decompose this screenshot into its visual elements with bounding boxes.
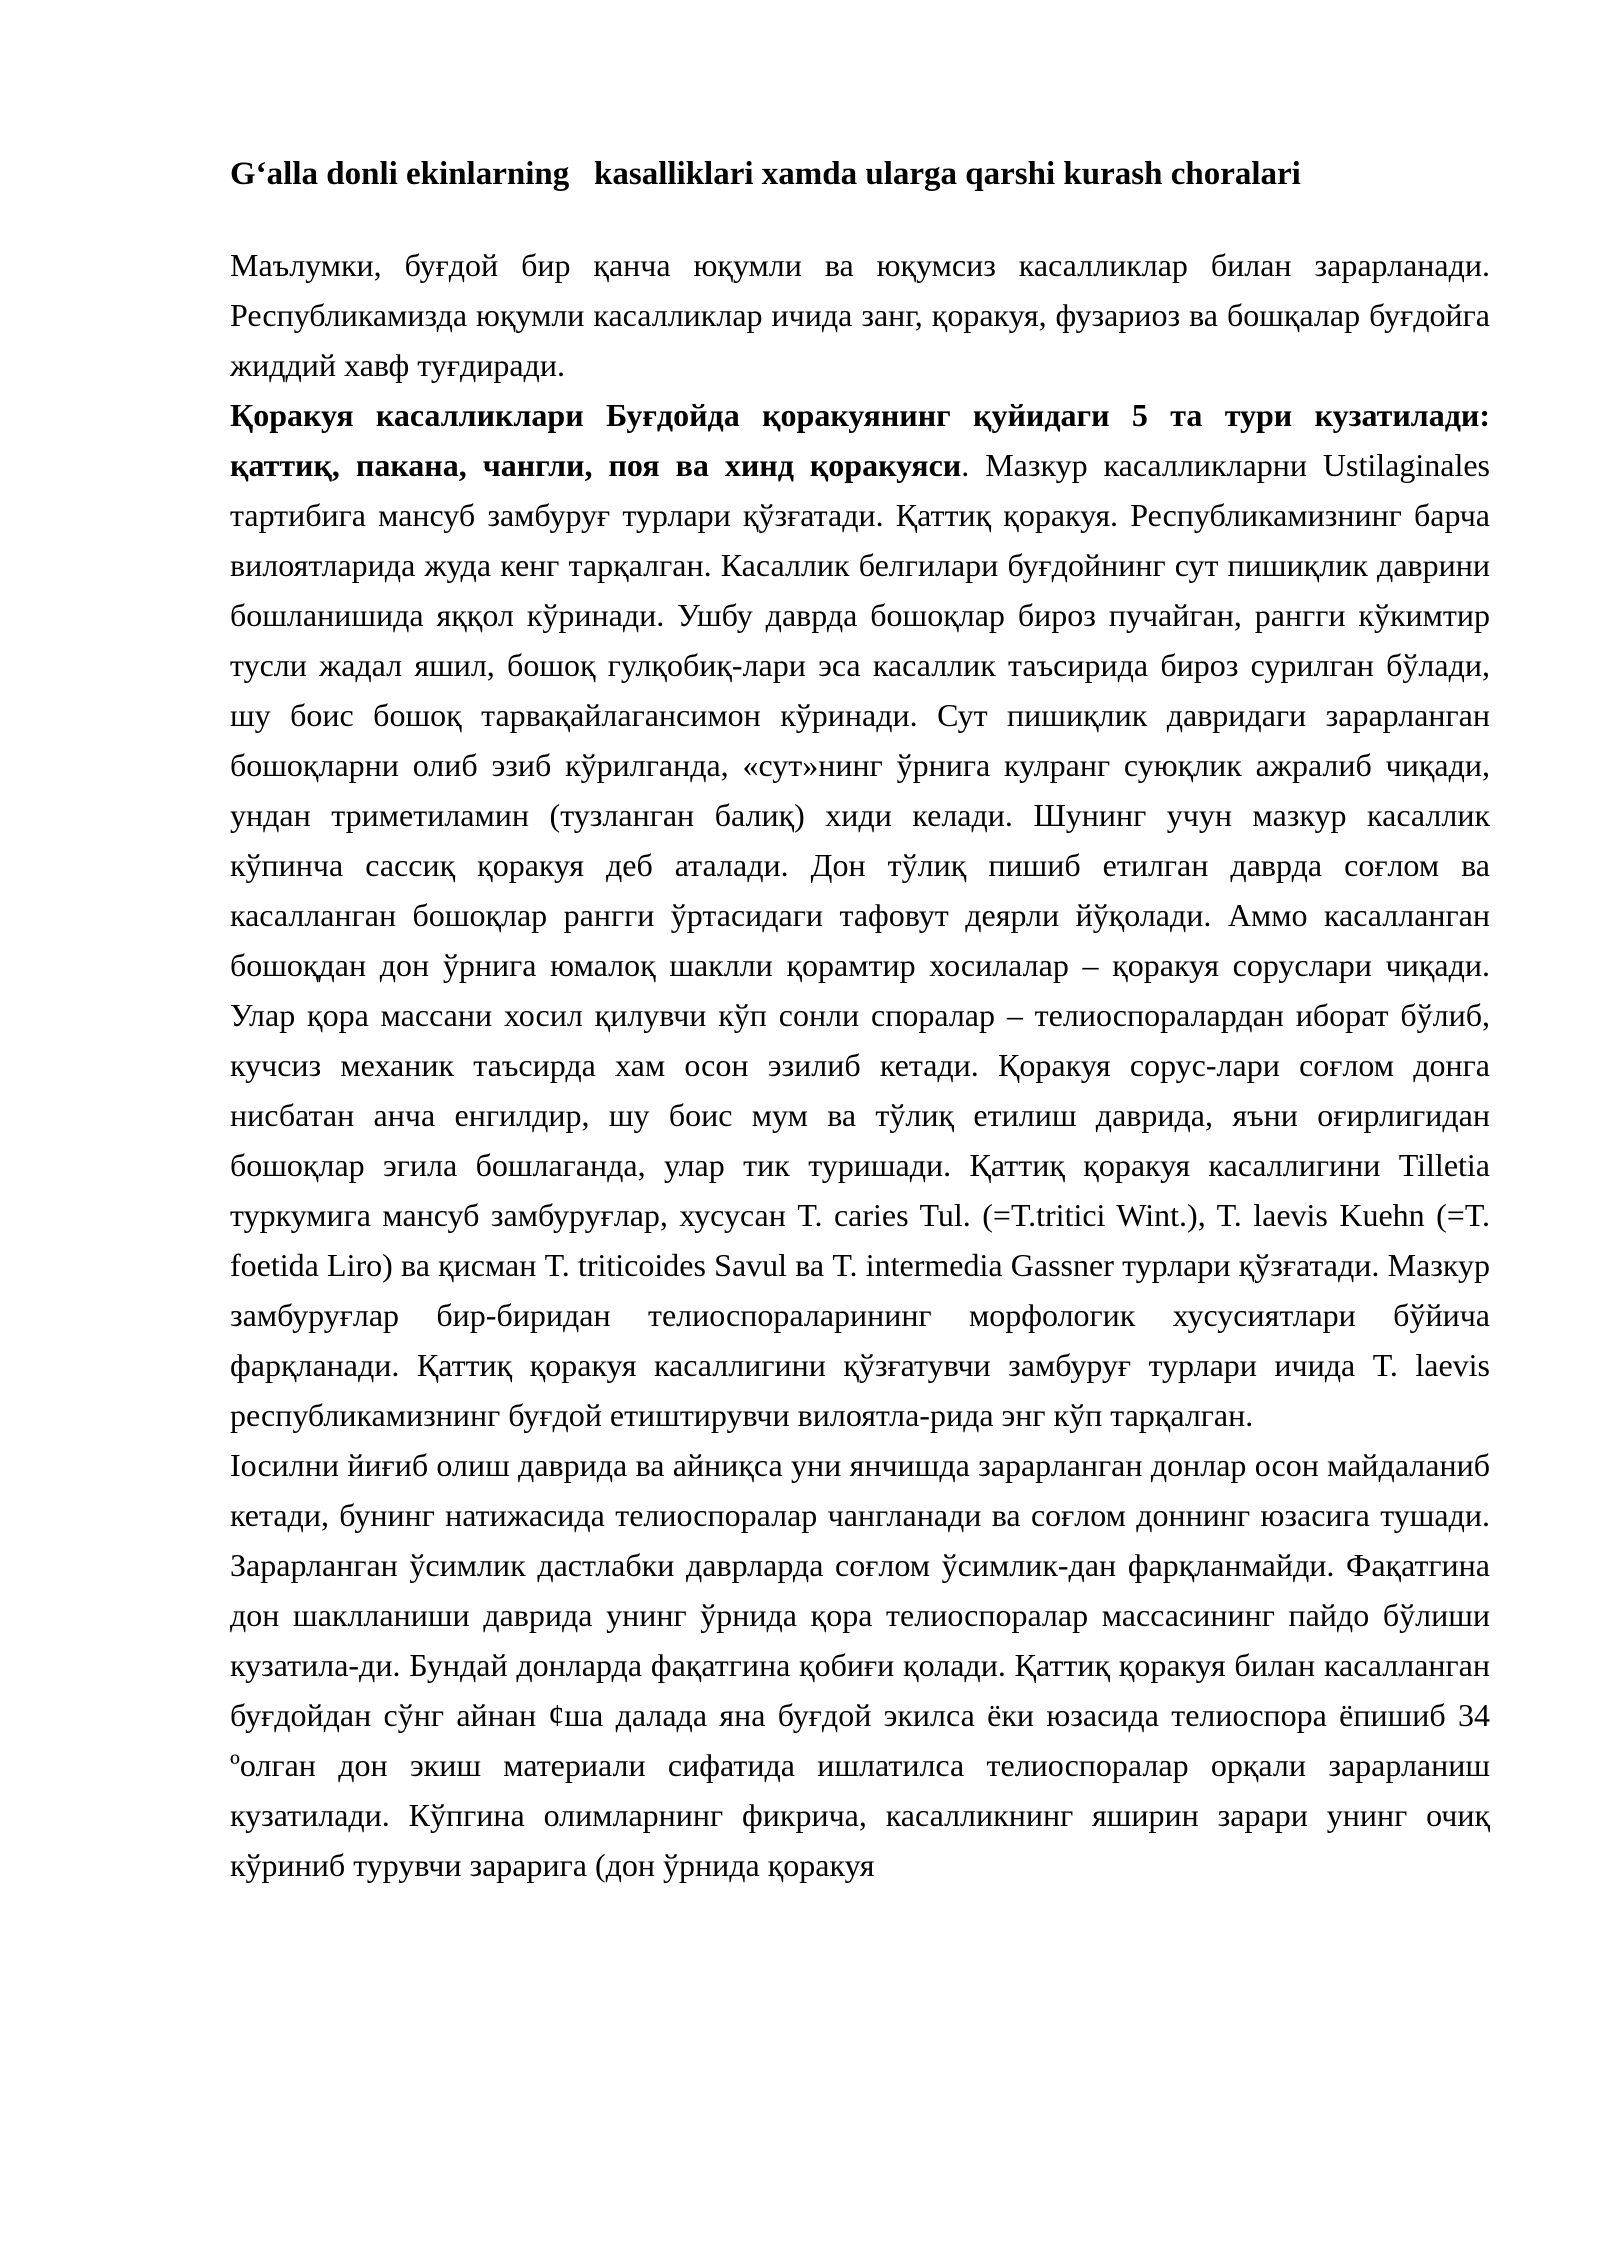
document-title: G‘alla donli ekinlarning kasalliklari xamda ularga qarshi kurash choralari	[230, 156, 1301, 192]
paragraph-harvest	[230, 1440, 1490, 1890]
paragraph-smut-heading: Қоракуя касалликлари Буғдойда қоракуянинг қуйидаги 5 та тури кузатилади: қаттиқ, пакана, чангли, поя ва хинд қоракуяси	[230, 397, 1490, 483]
paragraph-intro-text: Маълумки, буғдой бир қанча юқумли ва юқумсиз касалликлар билан зарарланади. Республикамизда юқумли касалликлар ичида занг, қоракуя, фузариоз ва бошқалар буғдойга жиддий хавф туғдиради.	[230, 247, 1490, 383]
paragraph-smut-diseases	[230, 390, 1490, 1440]
paragraph-harvest-text: Ӏосилни йиғиб олиш даврида ва айниқса уни янчишда зарарланган донлар осон майдаланиб кетади, бунинг натижасида телиоспоралар чангланади ва соғлом доннинг юзасига тушади. Зарарланган ўсимлик дастлабки даврларда соғлом ўсимлик-дан фарқланмайди. Фақатгина дон шаклланиши даврида унинг ўрнида қора телиоспоралар массасининг пайдо бўлиши кузатила-ди. Бундай донларда фақатгина қобиғи қолади. Қаттиқ қоракуя билан касалланган буғдойдан сўнг айнан ¢ша далада яна буғдой экилса ёки юзасида телиоспора ёпишиб 34 ºолган дон экиш материали сифатида ишлатилса телиоспоралар орқали зарарланиш кузатилади. Кўпгина олимларнинг фикрича, касалликнинг яширин зарари унинг очиқ кўриниб турувчи зарарига (дон ўрнида қоракуя	[230, 1447, 1490, 1883]
paragraph-intro	[230, 240, 1490, 390]
document-body	[230, 150, 1490, 1890]
paragraph-smut-text: . Мазкур касалликларни Ustilaginales тартибига мансуб замбуруғ турлари қўзғатади. Қаттиқ қоракуя. Республикамизнинг барча вилоятларида жуда кенг тарқалган. Касаллик белгилари буғдойнинг сут пишиқлик даврини бошланишида яққол кўринади. Ушбу даврда бошоқлар бироз пучайган, рангги кўкимтир тусли жадал яшил, бошоқ гулқобиқ-лари эса касаллик таъсирида бироз сурилган бўлади, шу боис бошоқ тарвақайлагансимон кўринади. Сут пишиқлик давридаги зарарланган бошоқларни олиб эзиб кўрилганда, «сут»нинг ўрнига кулранг суюқлик ажралиб чиқади, ундан триметиламин (тузланган балиқ) хиди келади. Шунинг учун мазкур касаллик кўпинча сассиқ қоракуя деб аталади. Дон тўлиқ пишиб етилган даврда соғлом ва касалланган бошоқлар рангги ўртасидаги тафовут деярли йўқолади. Аммо касалланган бошоқдан дон ўрнига юмалоқ шаклли қорамтир хосилалар – қоракуя соруслари чиқади. Улар қора массани хосил қилувчи кўп сонли споралар – телиоспоралардан иборат бўлиб, кучсиз механик таъсирда хам осон эзилиб кетади. Қоракуя сорус-лари соғлом донга нисбатан анча енгилдир, шу боис мум ва тўлиқ етилиш даврида, яъни оғирлигидан бошоқлар эгила бошлаганда, улар тик туришади. Қаттиқ қоракуя касаллигини Tilletia туркумига мансуб замбуруғлар, хусусан T. caries Tul. (=T.tritici Wint.), T. laevis Kuehn (=T. foetida Liro) ва қисман T. triticoides Savul ва T. intermedia Gassner турлари қўзғатади. Мазкур замбуруғлар бир-биридан телиоспораларининг морфологик хусусиятлари бўйича фарқланади. Қаттиқ қоракуя касаллигини қўзғатувчи замбуруғ турлари ичида T. laevis республикамизнинг буғдой етиштирувчи вилоятла-рида энг кўп тарқалган.	[230, 447, 1490, 1433]
